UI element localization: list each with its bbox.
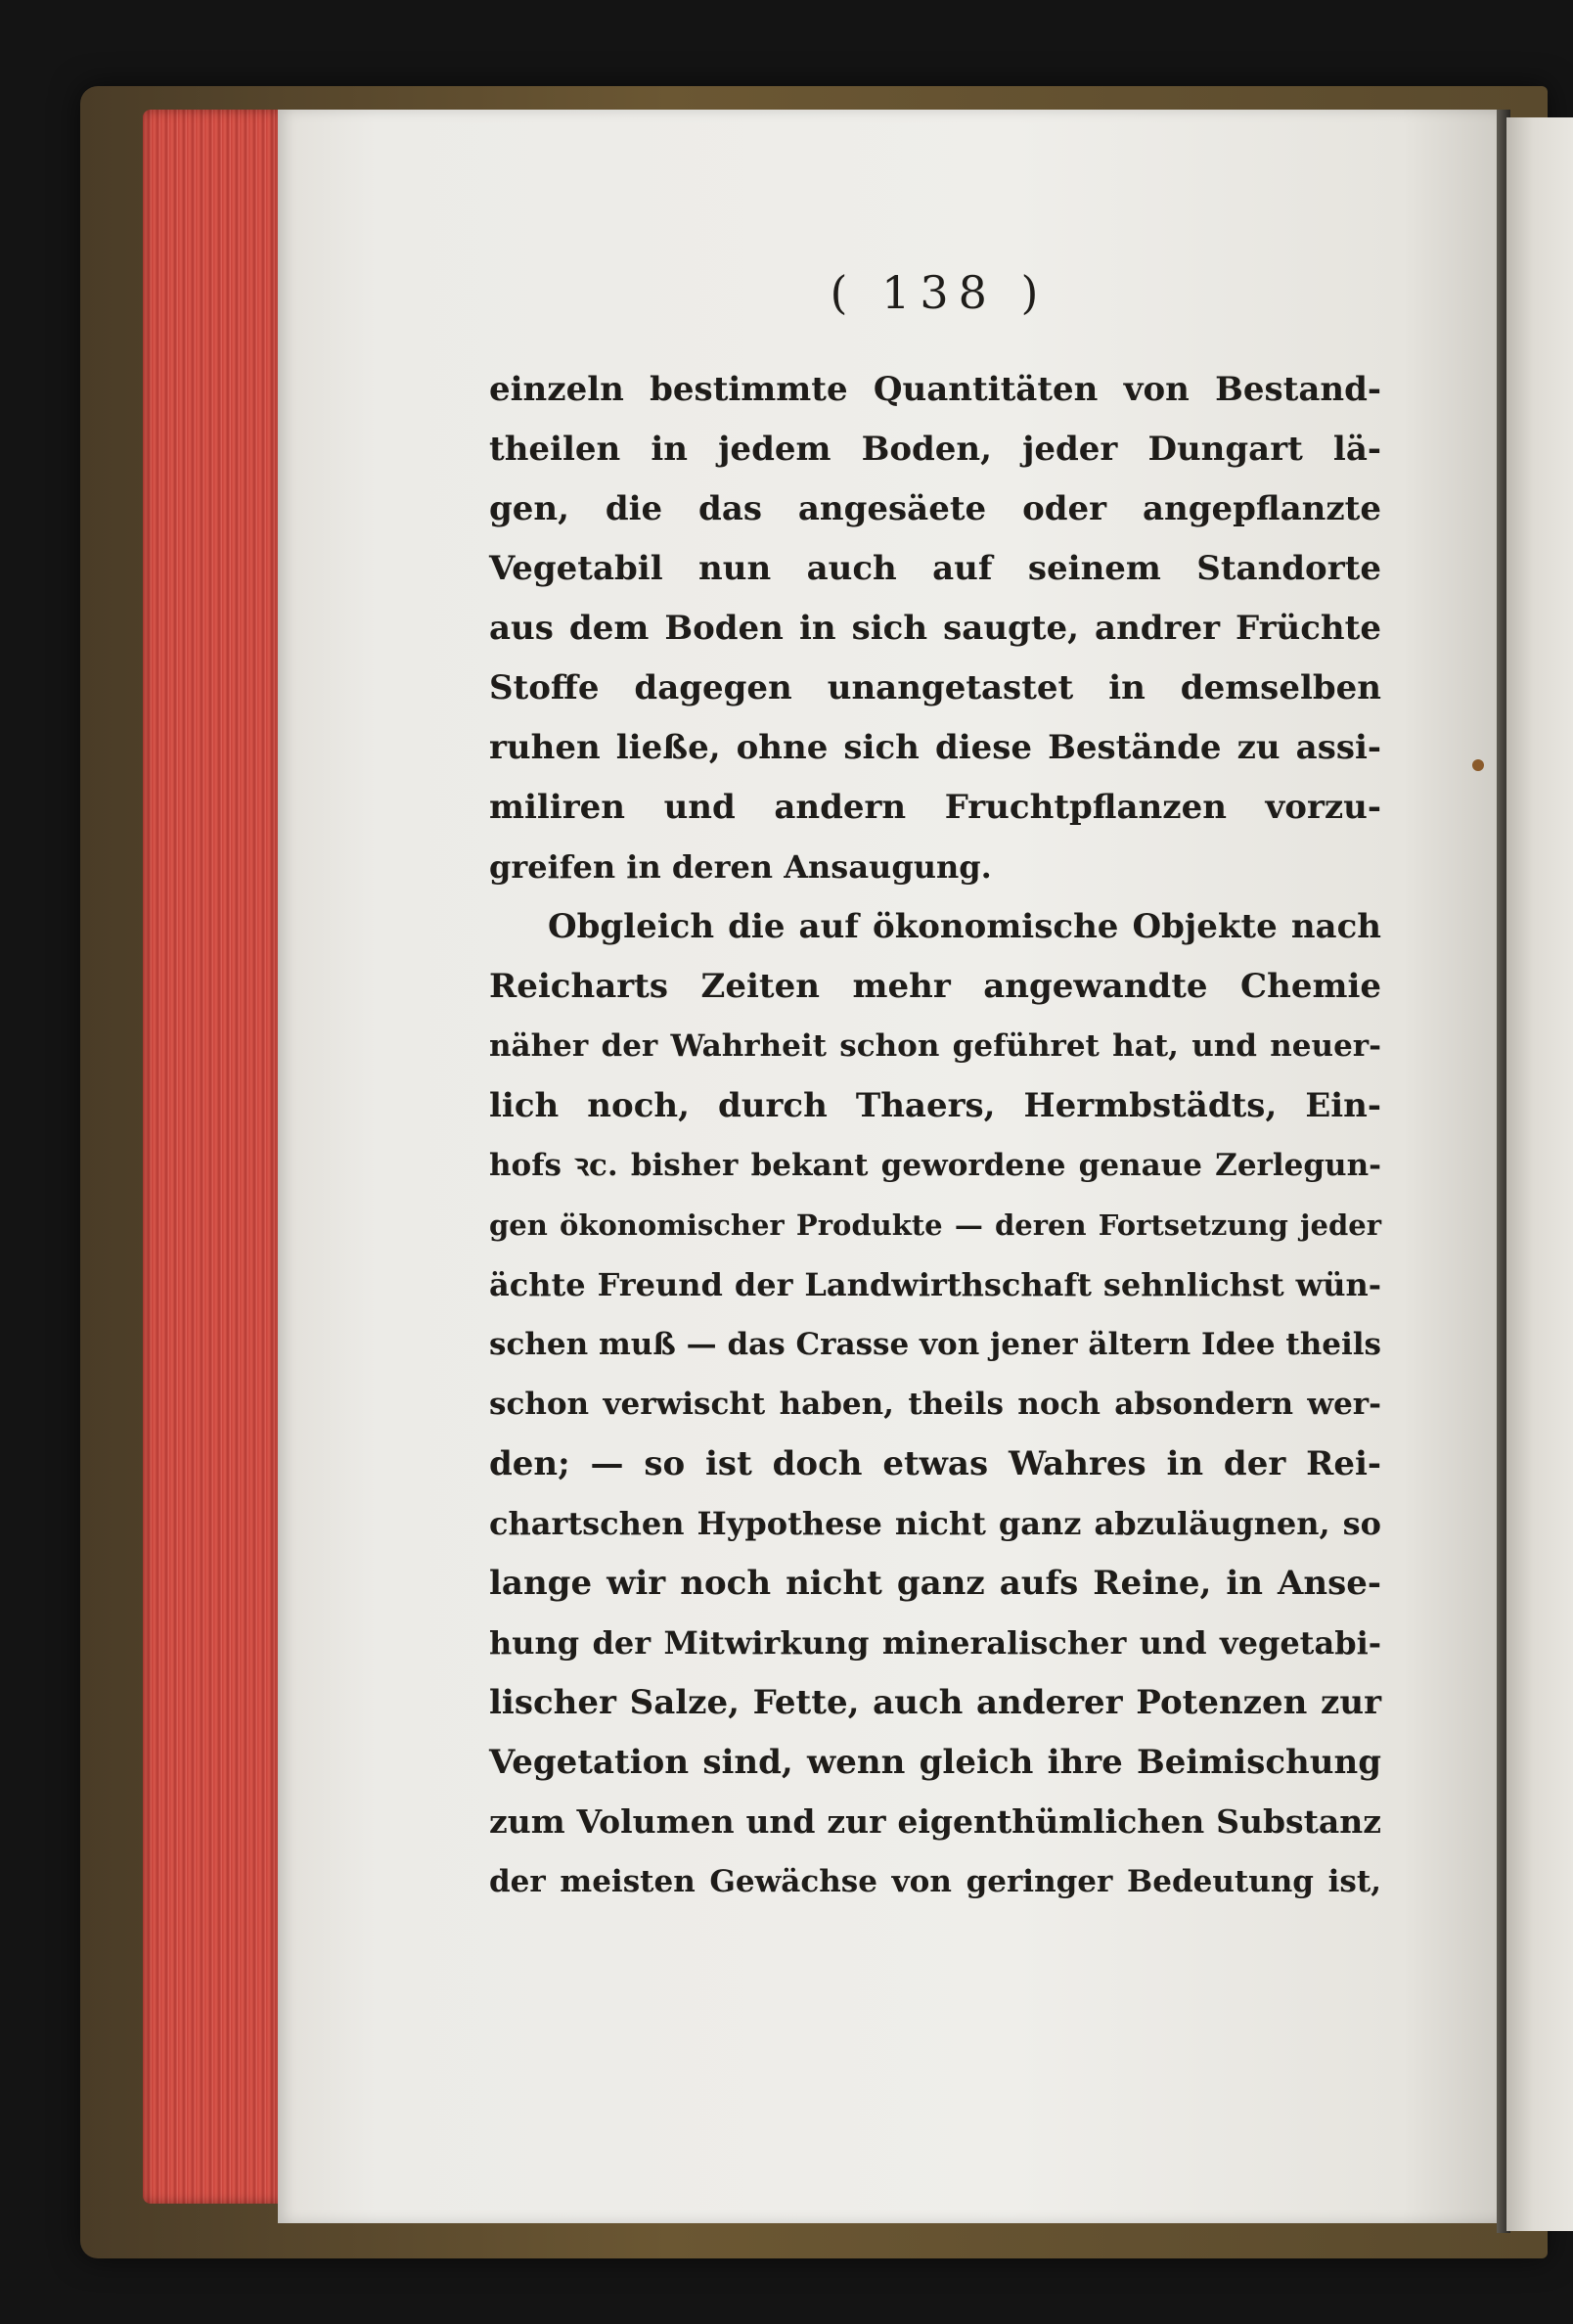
text-line: aus dem Boden in sich saugte, andrer Früchte: [489, 609, 1381, 648]
text-line: gen ökonomischer Produkte — deren Fortsetzung jeder: [489, 1208, 1381, 1242]
text-line: Vegetabil nun auch auf seinem Standorte: [489, 549, 1381, 588]
text-line: schen muß — das Crasse von jener ältern Idee theils: [489, 1327, 1381, 1362]
facing-page-edge: [1506, 117, 1573, 2231]
red-page-edges: [143, 110, 280, 2204]
page-number: ( 138 ): [830, 266, 1049, 319]
text-line: gen, die das angesäete oder angepflanzte: [489, 489, 1381, 528]
text-line: der meisten Gewächse von geringer Bedeutung ist,: [489, 1864, 1381, 1899]
text-line: zum Volumen und zur eigenthümlichen Substanz: [489, 1802, 1381, 1841]
text-line: Reicharts Zeiten mehr angewandte Chemie: [489, 967, 1381, 1006]
text-line: den; — so ist doch etwas Wahres in der Rei-: [489, 1444, 1381, 1483]
body-text: [489, 360, 1381, 1916]
text-line: näher der Wahrheit schon geführet hat, und neuer-: [489, 1028, 1381, 1064]
text-line: lich noch, durch Thaers, Hermbstädts, Ein-: [489, 1086, 1381, 1125]
text-line: lischer Salze, Fette, auch anderer Potenzen zur: [489, 1683, 1381, 1722]
text-line: theilen in jedem Boden, jeder Dungart lä-: [489, 430, 1381, 469]
text-line: lange wir noch nicht ganz aufs Reine, in Anse-: [489, 1564, 1381, 1603]
text-line: schon verwischt haben, theils noch absondern wer-: [489, 1387, 1381, 1422]
text-line: Stoffe dagegen unangetastet in demselben: [489, 668, 1381, 707]
text-line: hofs ꝛc. bisher bekant gewordene genaue Zerlegun-: [489, 1148, 1381, 1183]
paper-stain: [1472, 759, 1484, 771]
text-line: ruhen ließe, ohne sich diese Bestände zu assi-: [489, 728, 1381, 767]
text-line: Vegetation sind, wenn gleich ihre Beimischung: [489, 1743, 1381, 1782]
text-line: miliren und andern Fruchtpflanzen vorzu-: [489, 788, 1381, 827]
text-line: hung der Mitwirkung mineralischer und vegetabi-: [489, 1624, 1381, 1662]
text-line: greifen in deren Ansaugung.: [489, 848, 992, 886]
text-line: ächte Freund der Landwirthschaft sehnlichst wün-: [489, 1266, 1381, 1303]
text-line: chartschen Hypothese nicht ganz abzuläugnen, so: [489, 1505, 1381, 1542]
text-line: einzeln bestimmte Quantitäten von Bestand-: [489, 370, 1381, 409]
text-line: Obgleich die auf ökonomische Objekte nach: [548, 907, 1381, 946]
